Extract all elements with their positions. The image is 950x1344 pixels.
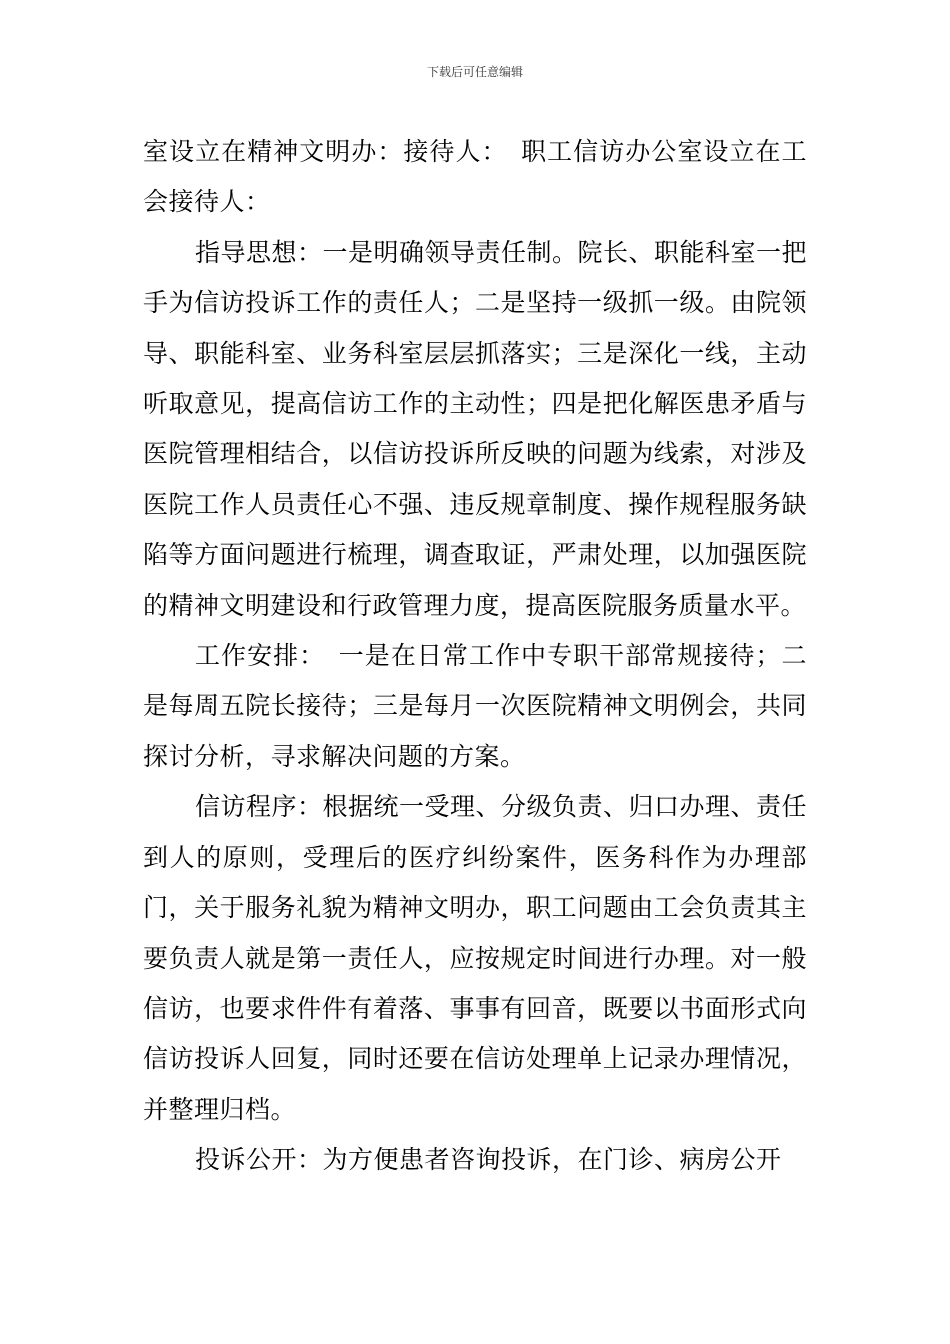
paragraph-4: 信访程序：根据统一受理、分级负责、归口办理、责任到人的原则，受理后的医疗纠纷案件，医务科作为办理部门，关于服务礼貌为精神文明办，职工问题由工会负责其主要负责人就是第一责任人，应按规定时间进行办理。对一般信访，也要求件件有着落、事事有回音，既要以书面形式向信访投诉人回复，同时还要在信访处理单上记录办理情况，并整理归档。 — [143, 792, 808, 1124]
paragraph-5: 投诉公开：为方便患者咨询投诉，在门诊、病房公开 — [195, 1145, 782, 1175]
paragraph-2: 指导思想：一是明确领导责任制。院长、职能科室一把手为信访投诉工作的责任人；二是坚持一级抓一级。由院领导、职能科室、业务科室层层抓落实；三是深化一线，主动听取意见，提高信访工作的主动性；四是把化解医患矛盾与医院管理相结合，以信访投诉所反映的问题为线索，对涉及医院工作人员责任心不强、违反规章制度、操作规程服务缺陷等方面问题进行梳理，调查取证，严肃处理，以加强医院的精神文明建设和行政管理力度，提高医院服务质量水平。 — [143, 237, 808, 620]
document-body — [143, 127, 807, 1186]
page-header: 下载后可任意编辑 — [426, 65, 523, 79]
paragraph-3: 工作安排： 一是在日常工作中专职干部常规接待；二是每周五院长接待；三是每月一次医院精神文明例会，共同探讨分析，寻求解决问题的方案。 — [143, 641, 807, 771]
paragraph-1: 室设立在精神文明办：接待人： 职工信访办公室设立在工会接待人： — [143, 137, 807, 217]
